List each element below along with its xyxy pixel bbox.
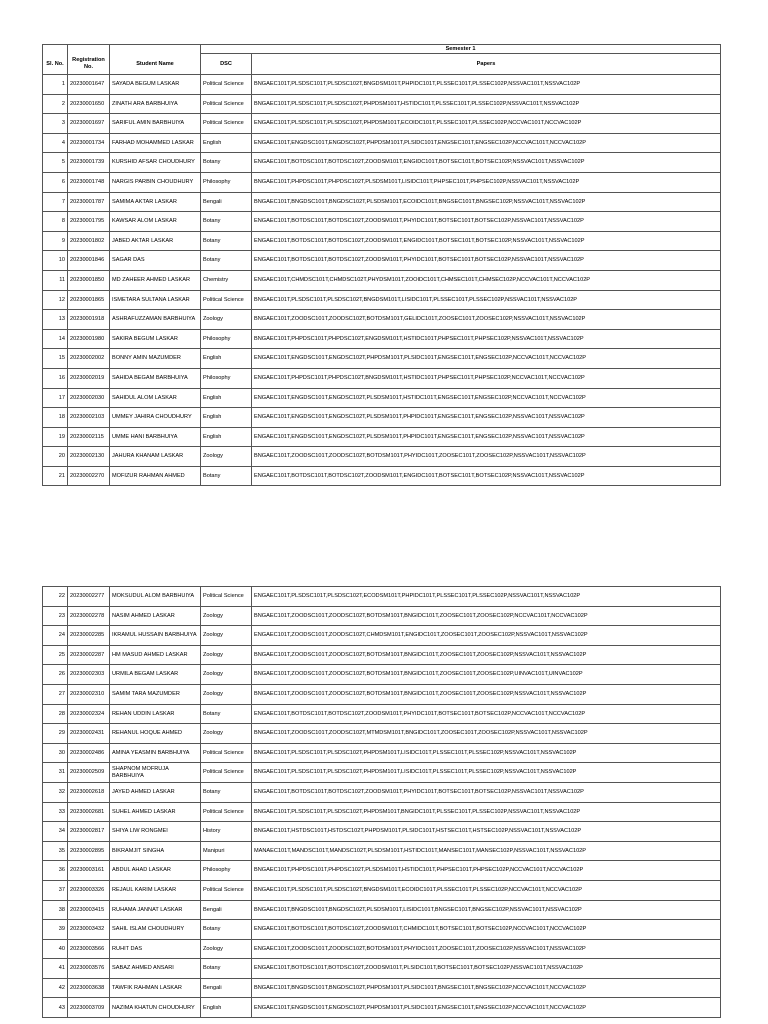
sl-no-cell: 14 <box>43 329 68 349</box>
dsc-cell: Political Science <box>201 290 252 310</box>
student-name-cell: FARHAD MOHAMMED LASKAR <box>110 133 201 153</box>
sl-no-cell: 7 <box>43 192 68 212</box>
table-row <box>43 310 721 330</box>
sl-no-cell: 37 <box>43 880 68 900</box>
student-name-cell: RUHIT DAS <box>110 939 201 959</box>
registration-no-cell: 20230002285 <box>68 626 110 646</box>
student-name-cell: ISMETARA SULTANA LASKAR <box>110 290 201 310</box>
table-row <box>43 114 721 134</box>
registration-no-cell: 20230002431 <box>68 724 110 744</box>
student-name-cell: SHIYA LIW RONGMEI <box>110 822 201 842</box>
table-body-page-2 <box>43 587 721 1018</box>
papers-cell: ENGAEC101T,ENGDSC101T,ENGDSC102T,PHPDSM101T,PLSIDC101T,ENGSEC101T,ENGSEC102P,NCCVAC101T,NCCVAC102P <box>252 133 721 153</box>
papers-cell: ENGAEC101T,ENGDSC101T,ENGDSC102T,PLSDSM101T,HSTIDC101T,ENGSEC101T,ENGSEC102P,NCCVAC101T,NCCVAC102P <box>252 388 721 408</box>
papers-cell: ENGAEC101T,ZOODSC101T,ZOODSC102T,BOTDSM101T,PHYIDC101T,ZOOSEC101T,ZOOSEC102P,NSSVAC101T,NSSVAC102P <box>252 939 721 959</box>
student-name-header: Student Name <box>110 54 201 75</box>
registration-no-cell: 20230003415 <box>68 900 110 920</box>
dsc-cell: Zoology <box>201 310 252 330</box>
dsc-cell: Zoology <box>201 626 252 646</box>
papers-cell: BNGAEC101T,PHPDSC101T,PHPDSC102T,ENGDSM101T,HSTIDC101T,PHPSEC101T,PHPSEC102P,NSSVAC101T,NSSVAC102P <box>252 329 721 349</box>
dsc-cell: Political Science <box>201 75 252 95</box>
header-row-semester <box>43 45 721 54</box>
student-name-cell: ABDUL AHAD LASKAR <box>110 861 201 881</box>
dsc-cell: Bengali <box>201 978 252 998</box>
papers-cell: ENGAEC101T,BOTDSC101T,BOTDSC102T,ZOODSM101T,ENGIDC101T,BOTSEC101T,BOTSEC102P,NSSVAC101T,NSSVAC102P <box>252 231 721 251</box>
student-name-cell: SAYADA BEGUM LASKAR <box>110 75 201 95</box>
student-name-cell: REHAN UDDIN LASKAR <box>110 704 201 724</box>
sl-no-cell: 35 <box>43 841 68 861</box>
registration-no-cell: 20230003161 <box>68 861 110 881</box>
table-row <box>43 94 721 114</box>
papers-cell: ENGAEC101T,BOTDSC101T,BOTDSC102T,ZOODSM101T,PLSIDC101T,BOTSEC101T,BOTSEC102P,NSSVAC101T,NSSVAC102P <box>252 959 721 979</box>
table-row <box>43 822 721 842</box>
dsc-cell: Botany <box>201 959 252 979</box>
sl-no-cell: 5 <box>43 153 68 173</box>
table-row <box>43 349 721 369</box>
sl-no-cell: 16 <box>43 368 68 388</box>
sl-no-cell: 29 <box>43 724 68 744</box>
papers-cell: ENGAEC101T,BOTDSC101T,BOTDSC102T,ZOODSM101T,ENGIDC101T,BOTSEC101T,BOTSEC102P,NSSVAC101T,NSSVAC102P <box>252 153 721 173</box>
sl-no-cell: 2 <box>43 94 68 114</box>
sl-no-cell: 15 <box>43 349 68 369</box>
student-name-cell: UMME HANI BARBHUIYA <box>110 427 201 447</box>
header-row-columns <box>43 54 721 75</box>
table-row <box>43 212 721 232</box>
student-name-cell: MOFIZUR RAHMAN AHMED <box>110 466 201 486</box>
student-name-cell: SARIFUL AMIN BARBHUIYA <box>110 114 201 134</box>
sl-no-cell: 41 <box>43 959 68 979</box>
student-name-cell: BONNY AMIN MAZUMDER <box>110 349 201 369</box>
dsc-cell: English <box>201 998 252 1018</box>
sl-no-cell: 38 <box>43 900 68 920</box>
registration-no-cell: 20230003326 <box>68 880 110 900</box>
student-name-cell: SABAZ AHMED ANSARI <box>110 959 201 979</box>
dsc-cell: Botany <box>201 212 252 232</box>
table-row <box>43 880 721 900</box>
dsc-cell: Philosophy <box>201 172 252 192</box>
sl-no-cell: 9 <box>43 231 68 251</box>
sl-no-cell: 21 <box>43 466 68 486</box>
registration-no-cell: 20230001980 <box>68 329 110 349</box>
table-row <box>43 841 721 861</box>
student-name-cell: HM MASUD AHMED LASKAR <box>110 645 201 665</box>
dsc-header: DSC <box>201 54 252 75</box>
registration-no-cell: 20230003566 <box>68 939 110 959</box>
sl-no-cell: 20 <box>43 447 68 467</box>
table-row <box>43 133 721 153</box>
table-body-page-1 <box>43 75 721 486</box>
table-row <box>43 998 721 1018</box>
dsc-cell: Chemistry <box>201 270 252 290</box>
dsc-cell: Political Science <box>201 587 252 607</box>
dsc-cell: Botany <box>201 466 252 486</box>
papers-cell: BNGAEC101T,PLSDSC101T,PLSDSC102T,BNGDSM101T,LISIDC101T,PLSSEC101T,PLSSEC102P,NSSVAC101T,NSSVAC102P <box>252 290 721 310</box>
sl-no-cell: 17 <box>43 388 68 408</box>
papers-cell: BNGAEC101T,ZOODSC101T,ZOODSC102T,MTMDSM101T,BNGIDC101T,ZOOSEC101T,ZOOSEC102P,NSSVAC101T,NSSVAC102P <box>252 724 721 744</box>
registration-no-cell: 20230001795 <box>68 212 110 232</box>
registration-no-cell: 20230001650 <box>68 94 110 114</box>
papers-header: Papers <box>252 54 721 75</box>
sl-no-cell: 25 <box>43 645 68 665</box>
sl-no-cell: 13 <box>43 310 68 330</box>
student-name-cell: ZINATH ARA BARBHUIYA <box>110 94 201 114</box>
registration-no-cell: 20230001918 <box>68 310 110 330</box>
papers-cell: BNGAEC101T,PHPDSC101T,PHPDSC102T,PLSDSM101T,LISIDC101T,PHPSEC101T,PHPSEC102P,NSSVAC101T,NSSVAC102P <box>252 172 721 192</box>
dsc-cell: Zoology <box>201 645 252 665</box>
registration-no-cell: 20230002002 <box>68 349 110 369</box>
student-name-cell: KURSHID AFSAR CHOUDHURY <box>110 153 201 173</box>
student-name-cell: REHANUL HOQUE AHMED <box>110 724 201 744</box>
sl-no-cell: 10 <box>43 251 68 271</box>
dsc-cell: English <box>201 427 252 447</box>
registration-no-cell: 20230002681 <box>68 802 110 822</box>
papers-cell: ENGAEC101T,CHMDSC101T,CHMDSC102T,PHYDSM101T,ZOOIDC101T,CHMSEC101T,CHMSEC102P,NCCVAC101T,NCCVAC102P <box>252 270 721 290</box>
papers-cell: ENGAEC101T,ENGDSC101T,ENGDSC102T,PLSDSM101T,PHPIDC101T,ENGSEC101T,ENGSEC102P,NSSVAC101T,NSSVAC102P <box>252 408 721 428</box>
student-name-cell: SAMIMA AKTAR LASKAR <box>110 192 201 212</box>
student-name-cell: NASIM AHMED LASKAR <box>110 606 201 626</box>
registration-no-cell: 20230001739 <box>68 153 110 173</box>
table-row <box>43 645 721 665</box>
papers-cell: ENGAEC101T,BOTDSC101T,BOTDSC102T,ZOODSM101T,ENGIDC101T,BOTSEC101T,BOTSEC102P,NSSVAC101T,NSSVAC102P <box>252 466 721 486</box>
papers-cell: ENGAEC101T,PLSDSC101T,PLSDSC102T,ECODSM101T,PHPIDC101T,PLSSEC101T,PLSSEC102P,NSSVAC101T,NSSVAC102P <box>252 587 721 607</box>
student-name-cell: MOKSUDUL ALOM BARBHUIYA <box>110 587 201 607</box>
table-row <box>43 388 721 408</box>
registration-no-cell: 20230002103 <box>68 408 110 428</box>
sl-no-cell: 27 <box>43 684 68 704</box>
sl-no-cell: 28 <box>43 704 68 724</box>
student-papers-table-page-1 <box>42 44 721 486</box>
sl-no-cell: 33 <box>43 802 68 822</box>
sl-no-cell: 6 <box>43 172 68 192</box>
table-row <box>43 427 721 447</box>
dsc-cell: Botany <box>201 920 252 940</box>
papers-cell: ENGAEC101T,ENGDSC101T,ENGDSC102T,PHPDSM101T,PLSIDC101T,ENGSEC101T,ENGSEC102P,NCCVAC101T,NCCVAC102P <box>252 998 721 1018</box>
registration-no-cell: 20230002817 <box>68 822 110 842</box>
table-row <box>43 466 721 486</box>
student-name-cell: BIKRAMJIT SINGHA <box>110 841 201 861</box>
registration-no-cell: 20230003576 <box>68 959 110 979</box>
student-name-cell: NARGIS PARBIN CHOUDHURY <box>110 172 201 192</box>
dsc-cell: English <box>201 408 252 428</box>
dsc-cell: History <box>201 822 252 842</box>
table-row <box>43 920 721 940</box>
sl-no-cell: 26 <box>43 665 68 685</box>
sl-no-cell: 12 <box>43 290 68 310</box>
registration-no-cell: 20230002277 <box>68 587 110 607</box>
sl-no-cell: 19 <box>43 427 68 447</box>
table-row <box>43 743 721 763</box>
papers-cell: ENGAEC101T,ENGDSC101T,ENGDSC102T,PHPDSM101T,PLSIDC101T,ENGSEC101T,ENGSEC102P,NCCVAC101T,NCCVAC102P <box>252 349 721 369</box>
sl-no-cell: 4 <box>43 133 68 153</box>
student-name-cell: TAWFIK RAHMAN LASKAR <box>110 978 201 998</box>
dsc-cell: Zoology <box>201 724 252 744</box>
registration-no-cell: 20230002486 <box>68 743 110 763</box>
dsc-cell: Political Science <box>201 743 252 763</box>
sl-no-cell: 36 <box>43 861 68 881</box>
registration-no-cell: 20230001734 <box>68 133 110 153</box>
table-row <box>43 665 721 685</box>
student-name-cell: JABED AKTAR LASKAR <box>110 231 201 251</box>
dsc-cell: English <box>201 349 252 369</box>
sl-no-cell: 22 <box>43 587 68 607</box>
table-row <box>43 153 721 173</box>
table-row <box>43 290 721 310</box>
papers-cell: ENGAEC101T,ENGDSC101T,ENGDSC102T,PLSDSM101T,PHPIDC101T,ENGSEC101T,ENGSEC102P,NSSVAC101T,NSSVAC102P <box>252 427 721 447</box>
sl-no-cell: 39 <box>43 920 68 940</box>
student-name-cell: SAHIL ISLAM CHOUDHURY <box>110 920 201 940</box>
papers-cell: BNGAEC101T,ZOODSC101T,ZOODSC102T,BOTDSM101T,GELIDC101T,ZOOSEC101T,ZOOSEC102P,NSSVAC101T,NSSVAC102P <box>252 310 721 330</box>
dsc-cell: Zoology <box>201 447 252 467</box>
dsc-cell: Bengali <box>201 900 252 920</box>
dsc-cell: Political Science <box>201 880 252 900</box>
sl-no-cell: 11 <box>43 270 68 290</box>
registration-no-cell: 20230002324 <box>68 704 110 724</box>
dsc-cell: Manipuri <box>201 841 252 861</box>
table-row <box>43 606 721 626</box>
papers-cell: BNGAEC101T,PLSDSC101T,PLSDSC102T,BNGDSM101T,PHPIDC101T,PLSSEC101T,PLSSEC102P,NSSVAC101T,NSSVAC102P <box>252 75 721 95</box>
student-name-cell: UMMEY JAHIRA CHOUDHURY <box>110 408 201 428</box>
papers-cell: BNGAEC101T,ZOODSC101T,ZOODSC102T,BOTDSM101T,BNGIDC101T,ZOOSEC101T,ZOOSEC102P,NSSVAC101T,NSSVAC102P <box>252 684 721 704</box>
papers-cell: BNGAEC101T,HSTDSC101T,HSTDSC102T,PHPDSM101T,PLSIDC101T,HSTSEC101T,HSTSEC102P,NSSVAC101T,NSSVAC102P <box>252 822 721 842</box>
registration-no-cell: 20230001850 <box>68 270 110 290</box>
page-1-table-block <box>42 44 720 486</box>
student-name-cell: KAWSAR ALOM LASKAR <box>110 212 201 232</box>
registration-no-cell: 20230002287 <box>68 645 110 665</box>
registration-no-header: Registration No. <box>68 54 110 75</box>
papers-cell: BNGAEC101T,BNGDSC101T,BNGDSC102T,PLSDSM101T,ECOIDC101T,BNGSEC101T,BNGSEC102P,NSSVAC101T,NSSVAC102P <box>252 192 721 212</box>
papers-cell: ENGAEC101T,BOTDSC101T,BOTDSC102T,ZOODSM101T,PHYIDC101T,BOTSEC101T,BOTSEC102P,NCCVAC101T,NCCVAC102P <box>252 704 721 724</box>
registration-no-cell: 20230001865 <box>68 290 110 310</box>
student-name-cell: RUHAMA JANNAT LASKAR <box>110 900 201 920</box>
registration-no-cell: 20230001787 <box>68 192 110 212</box>
sl-no-cell: 1 <box>43 75 68 95</box>
registration-no-cell: 20230003709 <box>68 998 110 1018</box>
student-name-cell: MD ZAHEER AHMED LASKAR <box>110 270 201 290</box>
semester-header: Semester 1 <box>201 45 721 54</box>
student-name-cell: AMINA YEASMIN BARBHUIYA <box>110 743 201 763</box>
student-name-cell: SUHEL AHMED LASKAR <box>110 802 201 822</box>
registration-no-cell: 20230002130 <box>68 447 110 467</box>
sl-no-cell: 32 <box>43 782 68 802</box>
papers-cell: BNGAEC101T,PLSDSC101T,PLSDSC102T,PHPDSM101T,HSTIDC101T,PLSSEC101T,PLSSEC102P,NSSVAC101T,NSSVAC102P <box>252 94 721 114</box>
registration-no-cell: 20230002115 <box>68 427 110 447</box>
page-2-table-block <box>42 586 720 1018</box>
papers-cell: ENGAEC101T,BOTDSC101T,BOTDSC102T,ZOODSM101T,PHYIDC101T,BOTSEC101T,BOTSEC102P,NSSVAC101T,NSSVAC102P <box>252 212 721 232</box>
dsc-cell: Philosophy <box>201 861 252 881</box>
papers-cell: ENGAEC101T,ZOODSC101T,ZOODSC102T,CHMDSM101T,ENGIDC101T,ZOOSEC101T,ZOOSEC102P,NSSVAC101T,NSSVAC102P <box>252 626 721 646</box>
student-papers-table-page-2 <box>42 586 721 1018</box>
table-row <box>43 626 721 646</box>
header-blank <box>43 45 68 54</box>
table-row <box>43 192 721 212</box>
table-row <box>43 251 721 271</box>
registration-no-cell: 20230003638 <box>68 978 110 998</box>
student-name-cell: SAGAR DAS <box>110 251 201 271</box>
dsc-cell: Botany <box>201 153 252 173</box>
papers-cell: BNGAEC101T,BNGDSC101T,BNGDSC102T,PLSDSM101T,LISIDC101T,BNGSEC101T,BNGSEC102P,NSSVAC101T,NSSVAC102P <box>252 900 721 920</box>
table-row <box>43 704 721 724</box>
sl-no-cell: 43 <box>43 998 68 1018</box>
dsc-cell: Zoology <box>201 665 252 685</box>
dsc-cell: Zoology <box>201 939 252 959</box>
registration-no-cell: 20230002895 <box>68 841 110 861</box>
sl-no-cell: 34 <box>43 822 68 842</box>
dsc-cell: Political Science <box>201 802 252 822</box>
papers-cell: BNGAEC101T,PLSDSC101T,PLSDSC102T,PHPDSM101T,LISIDC101T,PLSSEC101T,PLSSEC102P,NSSVAC101T,NSSVAC102P <box>252 743 721 763</box>
registration-no-cell: 20230002509 <box>68 763 110 783</box>
student-name-cell: SAMIM TARA MAZUMDER <box>110 684 201 704</box>
student-name-cell: JAYED AHMED LASKAR <box>110 782 201 802</box>
papers-cell: BNGAEC101T,ZOODSC101T,ZOODSC102T,BOTDSM101T,BNGIDC101T,ZOOSEC101T,ZOOSEC102P,NSSVAC101T,NSSVAC102P <box>252 645 721 665</box>
student-name-cell: SAHIDUL ALOM LASKAR <box>110 388 201 408</box>
dsc-cell: English <box>201 388 252 408</box>
dsc-cell: Political Science <box>201 94 252 114</box>
table-row <box>43 900 721 920</box>
table-row <box>43 959 721 979</box>
sl-no-header: Sl. No. <box>43 54 68 75</box>
table-row <box>43 329 721 349</box>
table-row <box>43 172 721 192</box>
registration-no-cell: 20230002618 <box>68 782 110 802</box>
papers-cell: MANAEC101T,MANDSC101T,MANDSC102T,PLSDSM101T,HSTIDC101T,MANSEC101T,MANSEC102P,NSSVAC101T,NSSVAC102P <box>252 841 721 861</box>
papers-cell: BNGAEC101T,ZOODSC101T,ZOODSC102T,BOTDSM101T,BNGIDC101T,ZOOSEC101T,ZOOSEC102P,NCCVAC101T,NCCVAC102P <box>252 606 721 626</box>
sl-no-cell: 40 <box>43 939 68 959</box>
table-row <box>43 408 721 428</box>
papers-cell: ENGAEC101T,BOTDSC101T,BOTDSC102T,ZOODSM101T,CHMIDC101T,BOTSEC101T,BOTSEC102P,NCCVAC101T,NCCVAC102P <box>252 920 721 940</box>
student-name-cell: NAZIMA KHATUN CHOUDHURY <box>110 998 201 1018</box>
student-name-cell: IKRAMUL HUSSAIN BARBHUIYA <box>110 626 201 646</box>
registration-no-cell: 20230002019 <box>68 368 110 388</box>
dsc-cell: Zoology <box>201 684 252 704</box>
registration-no-cell: 20230002270 <box>68 466 110 486</box>
sl-no-cell: 8 <box>43 212 68 232</box>
papers-cell: ENGAEC101T,BOTDSC101T,BOTDSC102T,ZOODSM101T,PHYIDC101T,BOTSEC101T,BOTSEC102P,NSSVAC101T,NSSVAC102P <box>252 251 721 271</box>
registration-no-cell: 20230001697 <box>68 114 110 134</box>
papers-cell: BNGAEC101T,ZOODSC101T,ZOODSC102T,BOTDSM101T,PHYIDC101T,ZOOSEC101T,ZOOSEC102P,NSSVAC101T,NSSVAC102P <box>252 447 721 467</box>
papers-cell: BNGAEC101T,BNGDSC101T,BNGDSC102T,PHPDSM101T,PLSIDC101T,BNGSEC101T,BNGSEC102P,NCCVAC101T,NCCVAC102P <box>252 978 721 998</box>
dsc-cell: Botany <box>201 231 252 251</box>
papers-cell: BNGAEC101T,PLSDSC101T,PLSDSC102T,PHPDSM101T,BNGIDC101T,PLSSEC101T,PLSSEC102P,NSSVAC101T,NSSVAC102P <box>252 802 721 822</box>
table-row <box>43 802 721 822</box>
dsc-cell: English <box>201 133 252 153</box>
student-name-cell: JAHURA KHANAM LASKAR <box>110 447 201 467</box>
papers-cell: BNGAEC101T,PHPDSC101T,PHPDSC102T,PLSDSM101T,HSTIDC101T,PHPSEC101T,PHPSEC102P,NCCVAC101T,NCCVAC102P <box>252 861 721 881</box>
table-row <box>43 724 721 744</box>
sl-no-cell: 18 <box>43 408 68 428</box>
registration-no-cell: 20230002278 <box>68 606 110 626</box>
table-row <box>43 270 721 290</box>
dsc-cell: Philosophy <box>201 329 252 349</box>
sl-no-cell: 3 <box>43 114 68 134</box>
table-row <box>43 684 721 704</box>
sl-no-cell: 31 <box>43 763 68 783</box>
registration-no-cell: 20230003432 <box>68 920 110 940</box>
table-row <box>43 763 721 783</box>
table-row <box>43 231 721 251</box>
sl-no-cell: 42 <box>43 978 68 998</box>
registration-no-cell: 20230002310 <box>68 684 110 704</box>
student-name-cell: SAKIRA BEGUM LASKAR <box>110 329 201 349</box>
papers-cell: ENGAEC101T,PHPDSC101T,PHPDSC102T,BNGDSM101T,HSTIDC101T,PHPSEC101T,PHPSEC102P,NCCVAC101T,NCCVAC102P <box>252 368 721 388</box>
table-row <box>43 782 721 802</box>
sl-no-cell: 30 <box>43 743 68 763</box>
student-name-cell: SHAPNOM MOFRUJA BARBHUIYA <box>110 763 201 783</box>
student-name-cell: REJAUL KARIM LASKAR <box>110 880 201 900</box>
papers-cell: BNGAEC101T,ZOODSC101T,ZOODSC102T,BOTDSM101T,BNGIDC101T,ZOOSEC101T,ZOOSEC102P,UINVAC101T,UINVAC102P <box>252 665 721 685</box>
header-blank <box>110 45 201 54</box>
dsc-cell: Zoology <box>201 606 252 626</box>
registration-no-cell: 20230002030 <box>68 388 110 408</box>
registration-no-cell: 20230001748 <box>68 172 110 192</box>
dsc-cell: Political Science <box>201 114 252 134</box>
table-row <box>43 587 721 607</box>
header-blank <box>68 45 110 54</box>
table-row <box>43 368 721 388</box>
student-name-cell: ASHRAFUZZAMAN BARBHUIYA <box>110 310 201 330</box>
registration-no-cell: 20230002303 <box>68 665 110 685</box>
papers-cell: BNGAEC101T,PLSDSC101T,PLSDSC102T,BNGDSM101T,ECOIDC101T,PLSSEC101T,PLSSEC102P,NCCVAC101T,NCCVAC102P <box>252 880 721 900</box>
sl-no-cell: 23 <box>43 606 68 626</box>
registration-no-cell: 20230001647 <box>68 75 110 95</box>
dsc-cell: Botany <box>201 704 252 724</box>
papers-cell: BNGAEC101T,PLSDSC101T,PLSDSC102T,PHPDSM101T,LISIDC101T,PLSSEC101T,PLSSEC102P,NSSVAC101T,NSSVAC102P <box>252 763 721 783</box>
table-row <box>43 939 721 959</box>
sl-no-cell: 24 <box>43 626 68 646</box>
dsc-cell: Botany <box>201 251 252 271</box>
papers-cell: ENGAEC101T,PLSDSC101T,PLSDSC102T,PHPDSM101T,ECOIDC101T,PLSSEC101T,PLSSEC102P,NCCVAC101T,NCCVAC102P <box>252 114 721 134</box>
table-row <box>43 978 721 998</box>
dsc-cell: Botany <box>201 782 252 802</box>
dsc-cell: Bengali <box>201 192 252 212</box>
papers-cell: ENGAEC101T,BOTDSC101T,BOTDSC102T,ZOODSM101T,PHYIDC101T,BOTSEC101T,BOTSEC102P,NSSVAC101T,NSSVAC102P <box>252 782 721 802</box>
student-name-cell: URMILA BEGAM LASKAR <box>110 665 201 685</box>
table-row <box>43 861 721 881</box>
registration-no-cell: 20230001846 <box>68 251 110 271</box>
dsc-cell: Philosophy <box>201 368 252 388</box>
dsc-cell: Political Science <box>201 763 252 783</box>
student-name-cell: SAHIDA BEGAM BARBHUIYA <box>110 368 201 388</box>
table-row <box>43 75 721 95</box>
registration-no-cell: 20230001802 <box>68 231 110 251</box>
table-row <box>43 447 721 467</box>
